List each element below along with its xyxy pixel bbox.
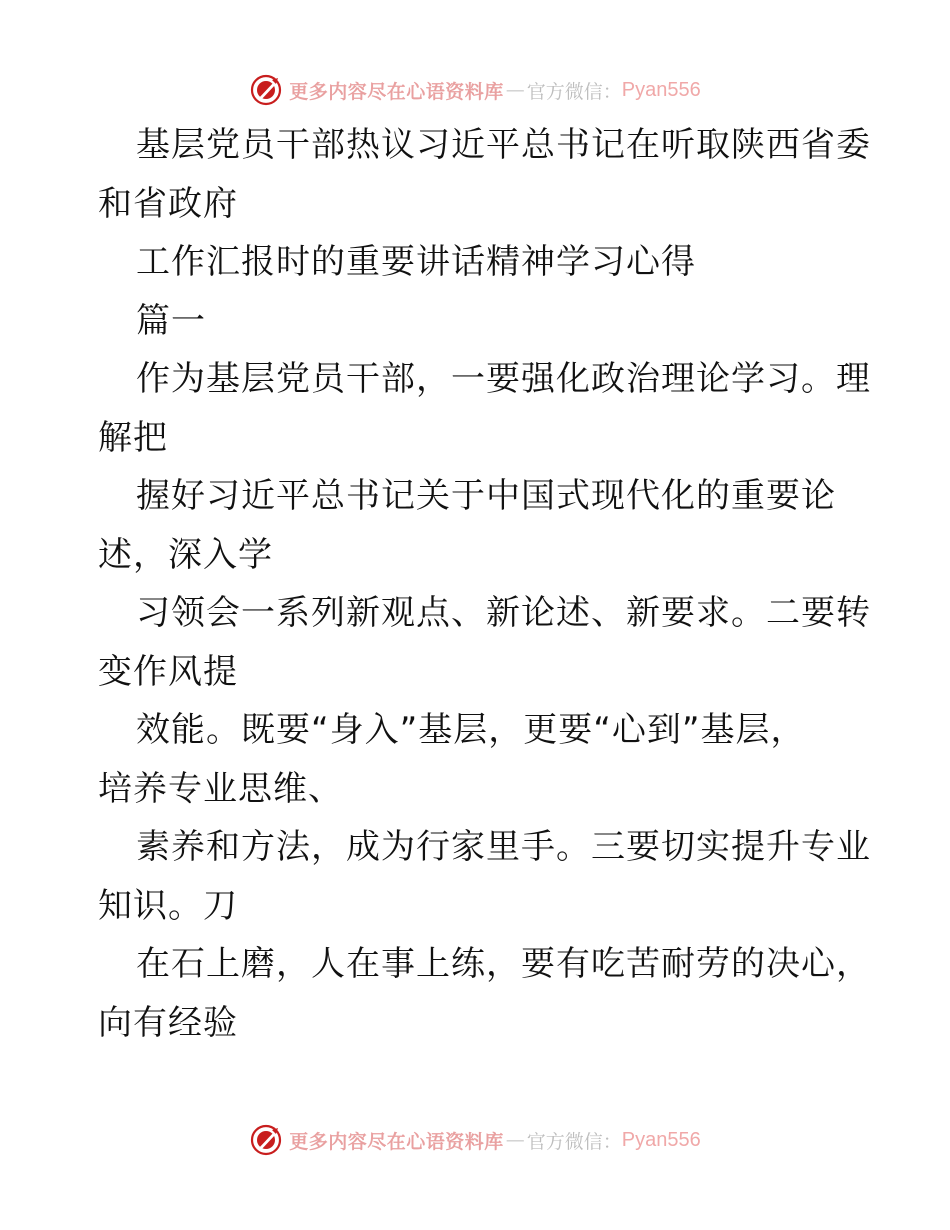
body-line: 握好习近平总书记关于中国式现代化的重要论 bbox=[136, 476, 836, 516]
footer-banner bbox=[0, 1120, 950, 1160]
quill-circle-logo-icon bbox=[249, 1123, 283, 1157]
footer-wechat-id: Pyan556 bbox=[621, 1128, 701, 1151]
document-body bbox=[98, 116, 871, 1052]
body-line: 解把 bbox=[98, 417, 168, 458]
body-line: 培养专业思维、 bbox=[98, 768, 343, 809]
body-line: 作为基层党员干部，一要强化政治理论学习。理 bbox=[136, 359, 871, 399]
header-banner bbox=[0, 70, 950, 110]
header-separator: — bbox=[505, 79, 525, 101]
body-line: 效能。既要“身入”基层，更要“心到”基层， bbox=[136, 710, 806, 750]
footer-separator: — bbox=[505, 1129, 525, 1151]
body-line: 述，深入学 bbox=[98, 534, 273, 575]
body-line: 知识。刀 bbox=[98, 885, 238, 926]
header-site-name: 更多内容尽在心语资料库 bbox=[289, 80, 504, 103]
footer-wechat-label: 官方微信： bbox=[526, 1130, 622, 1153]
body-line: 基层党员干部热议习近平总书记在听取陕西省委 bbox=[136, 125, 871, 165]
body-line: 和省政府 bbox=[98, 183, 238, 224]
footer-site-name: 更多内容尽在心语资料库 bbox=[289, 1130, 504, 1153]
body-line: 习领会一系列新观点、新论述、新要求。二要转 bbox=[136, 593, 871, 633]
body-line: 素养和方法，成为行家里手。三要切实提升专业 bbox=[136, 827, 871, 867]
header-wechat-id: Pyan556 bbox=[621, 78, 701, 101]
body-line: 变作风提 bbox=[98, 651, 238, 692]
body-line: 工作汇报时的重要讲话精神学习心得 bbox=[136, 242, 696, 282]
header-wechat-label: 官方微信： bbox=[526, 80, 622, 103]
body-line: 向有经验 bbox=[98, 1002, 238, 1043]
body-line: 在石上磨，人在事上练，要有吃苦耐劳的决心， bbox=[136, 944, 871, 984]
section-heading: 篇一 bbox=[136, 300, 206, 341]
quill-circle-logo-icon bbox=[249, 73, 283, 107]
